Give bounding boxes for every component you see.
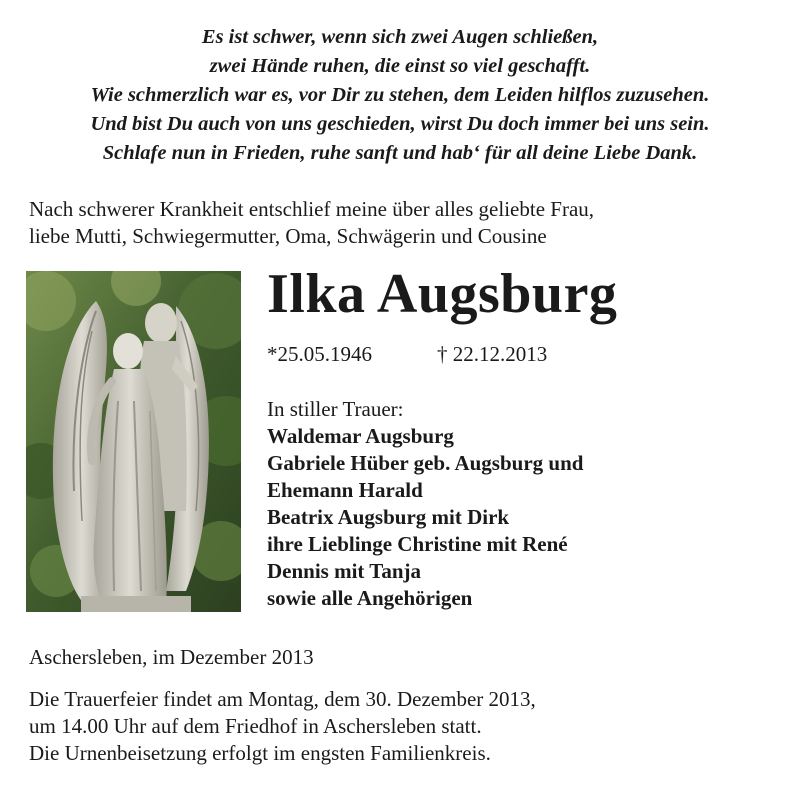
poem <box>0 23 800 168</box>
service-line: um 14.00 Uhr auf dem Friedhof in Aschersleben statt. <box>29 714 482 738</box>
life-dates <box>267 341 767 368</box>
poem-line: Wie schmerzlich war es, vor Dir zu stehen, dem Leiden hilflos zuzusehen. <box>90 84 710 106</box>
poem-line: Und bist Du auch von uns geschieden, wirst Du doch immer bei uns sein. <box>90 113 710 135</box>
intro-line: liebe Mutti, Schwiegermutter, Oma, Schwägerin und Cousine <box>29 224 547 248</box>
mourner-name: ihre Lieblinge Christine mit René <box>267 532 568 556</box>
poem-line: Schlafe nun in Frieden, ruhe sanft und hab‘ für all deine Liebe Dank. <box>102 142 698 164</box>
mourners-heading: In stiller Trauer: <box>267 397 404 421</box>
place-and-date: Aschersleben, im Dezember 2013 <box>29 645 314 669</box>
mourners-list <box>267 396 787 612</box>
funeral-service-info <box>29 686 789 767</box>
intro-text <box>29 196 789 250</box>
death-date: † 22.12.2013 <box>437 342 548 366</box>
mourner-name: Ehemann Harald <box>267 478 423 502</box>
mourner-name: Beatrix Augsburg mit Dirk <box>267 505 510 529</box>
intro-line: Nach schwerer Krankheit entschlief meine über alles geliebte Frau, <box>29 197 595 221</box>
service-line: Die Trauerfeier findet am Montag, dem 30. Dezember 2013, <box>29 687 536 711</box>
angel-statue-photo <box>26 271 241 612</box>
deceased-name: Ilka Augsburg <box>267 263 618 325</box>
mourner-name: Dennis mit Tanja <box>267 559 422 583</box>
poem-line: Es ist schwer, wenn sich zwei Augen schließen, <box>201 26 599 48</box>
birth-date: *25.05.1946 <box>267 342 372 366</box>
mourner-name: sowie alle Angehörigen <box>267 586 473 610</box>
mourner-name: Gabriele Hüber geb. Augsburg und <box>267 451 584 475</box>
service-line: Die Urnenbeisetzung erfolgt im engsten Familienkreis. <box>29 741 491 765</box>
mourner-name: Waldemar Augsburg <box>267 424 454 448</box>
poem-line: zwei Hände ruhen, die einst so viel geschafft. <box>209 55 591 77</box>
